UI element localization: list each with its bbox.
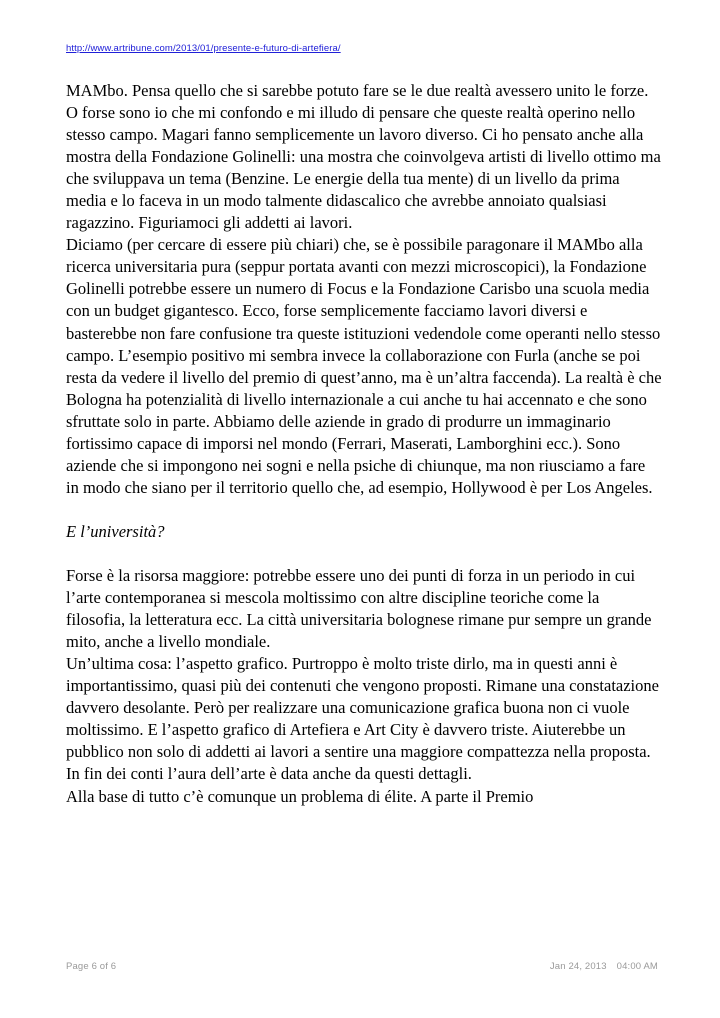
paragraph-3: Forse è la risorsa maggiore: potrebbe essere uno dei punti di forza in un periodo in cui l’arte contemporanea si mescola moltissimo con altre discipline teoriche come la filosofia, la letteratura ecc. La città universitaria bolognese rimane pur sempre un grande mito, anche a livello mondiale. <box>66 566 652 652</box>
paragraph-spacer-1 <box>66 499 662 521</box>
page-footer <box>66 961 658 972</box>
source-url-link[interactable]: http://www.artribune.com/2013/01/presente-e-futuro-di-artefiera/ <box>66 43 341 54</box>
footer-timestamp <box>550 961 658 972</box>
document-body <box>66 80 662 808</box>
footer-time: 04:00 AM <box>616 961 658 972</box>
section-heading-universita: E l’università? <box>66 521 165 541</box>
paragraph-1: MAMbo. Pensa quello che si sarebbe potuto fare se le due realtà avessero unito le forze. O forse sono io che mi confondo e mi illudo di pensare che queste realtà operino nello stesso campo. Magari fanno semplicemente un lavoro diverso. Ci ho pensato anche alla mostra della Fondazione Golinelli: una mostra che coinvolgeva artisti di livello ottimo ma che sviluppava un tema (Benzine. Le energie della tua mente) di un livello da prima media e lo faceva in un modo talmente didascalico che avrebbe annoiato qualsiasi ragazzino. Figuriamoci gli addetti ai lavori. <box>66 81 661 233</box>
paragraph-4: Un’ultima cosa: l’aspetto grafico. Purtroppo è molto triste dirlo, ma in questi anni è importantissimo, quasi più dei contenuti che vengono proposti. Rimane una constatazione davvero desolante. Però per realizzare una comunicazione grafica buona non ci vuole moltissimo. E l’aspetto grafico di Artefiera e Art City è davvero triste. Aiuterebbe un pubblico non solo di addetti ai lavori a sentire una maggiore compattezza nella proposta. In fin dei conti l’aura dell’arte è data anche da questi dettagli. <box>66 654 659 784</box>
footer-date: Jan 24, 2013 <box>549 961 607 972</box>
source-url-container <box>66 38 666 56</box>
paragraph-2: Diciamo (per cercare di essere più chiari) che, se è possibile paragonare il MAMbo alla ricerca universitaria pura (seppur portata avanti con mezzi microscopici), la Fondazione Golinelli potrebbe essere un numero di Focus e la Fondazione Carisbo una scuola media con un budget gigantesco. Ecco, forse semplicemente facciamo lavori diversi e basterebbe non fare confusione tra queste istituzioni vedendole come operanti nello stesso campo. L’esempio positivo mi sembra invece la collaborazione con Furla (anche se poi resta da vedere il livello del premio di quest’anno, ma è un’altra faccenda). La realtà è che Bologna ha potenzialità di livello internazionale a cui anche tu hai accennato e che sono sfruttate solo in parte. Abbiamo delle aziende in grado di produrre un immaginario fortissimo capace di imporsi nel mondo (Ferrari, Maserati, Lamborghini ecc.). Sono aziende che si impongono nei sogni e nella psiche di chiunque, ma non riusciamo a fare in modo che siano per il territorio quello che, ad esempio, Hollywood è per Los Angeles. <box>66 235 662 497</box>
footer-page-number: Page 6 of 6 <box>66 961 117 972</box>
paragraph-spacer-2 <box>66 543 662 565</box>
paragraph-5: Alla base di tutto c’è comunque un problema di élite. A parte il Premio <box>66 786 534 806</box>
